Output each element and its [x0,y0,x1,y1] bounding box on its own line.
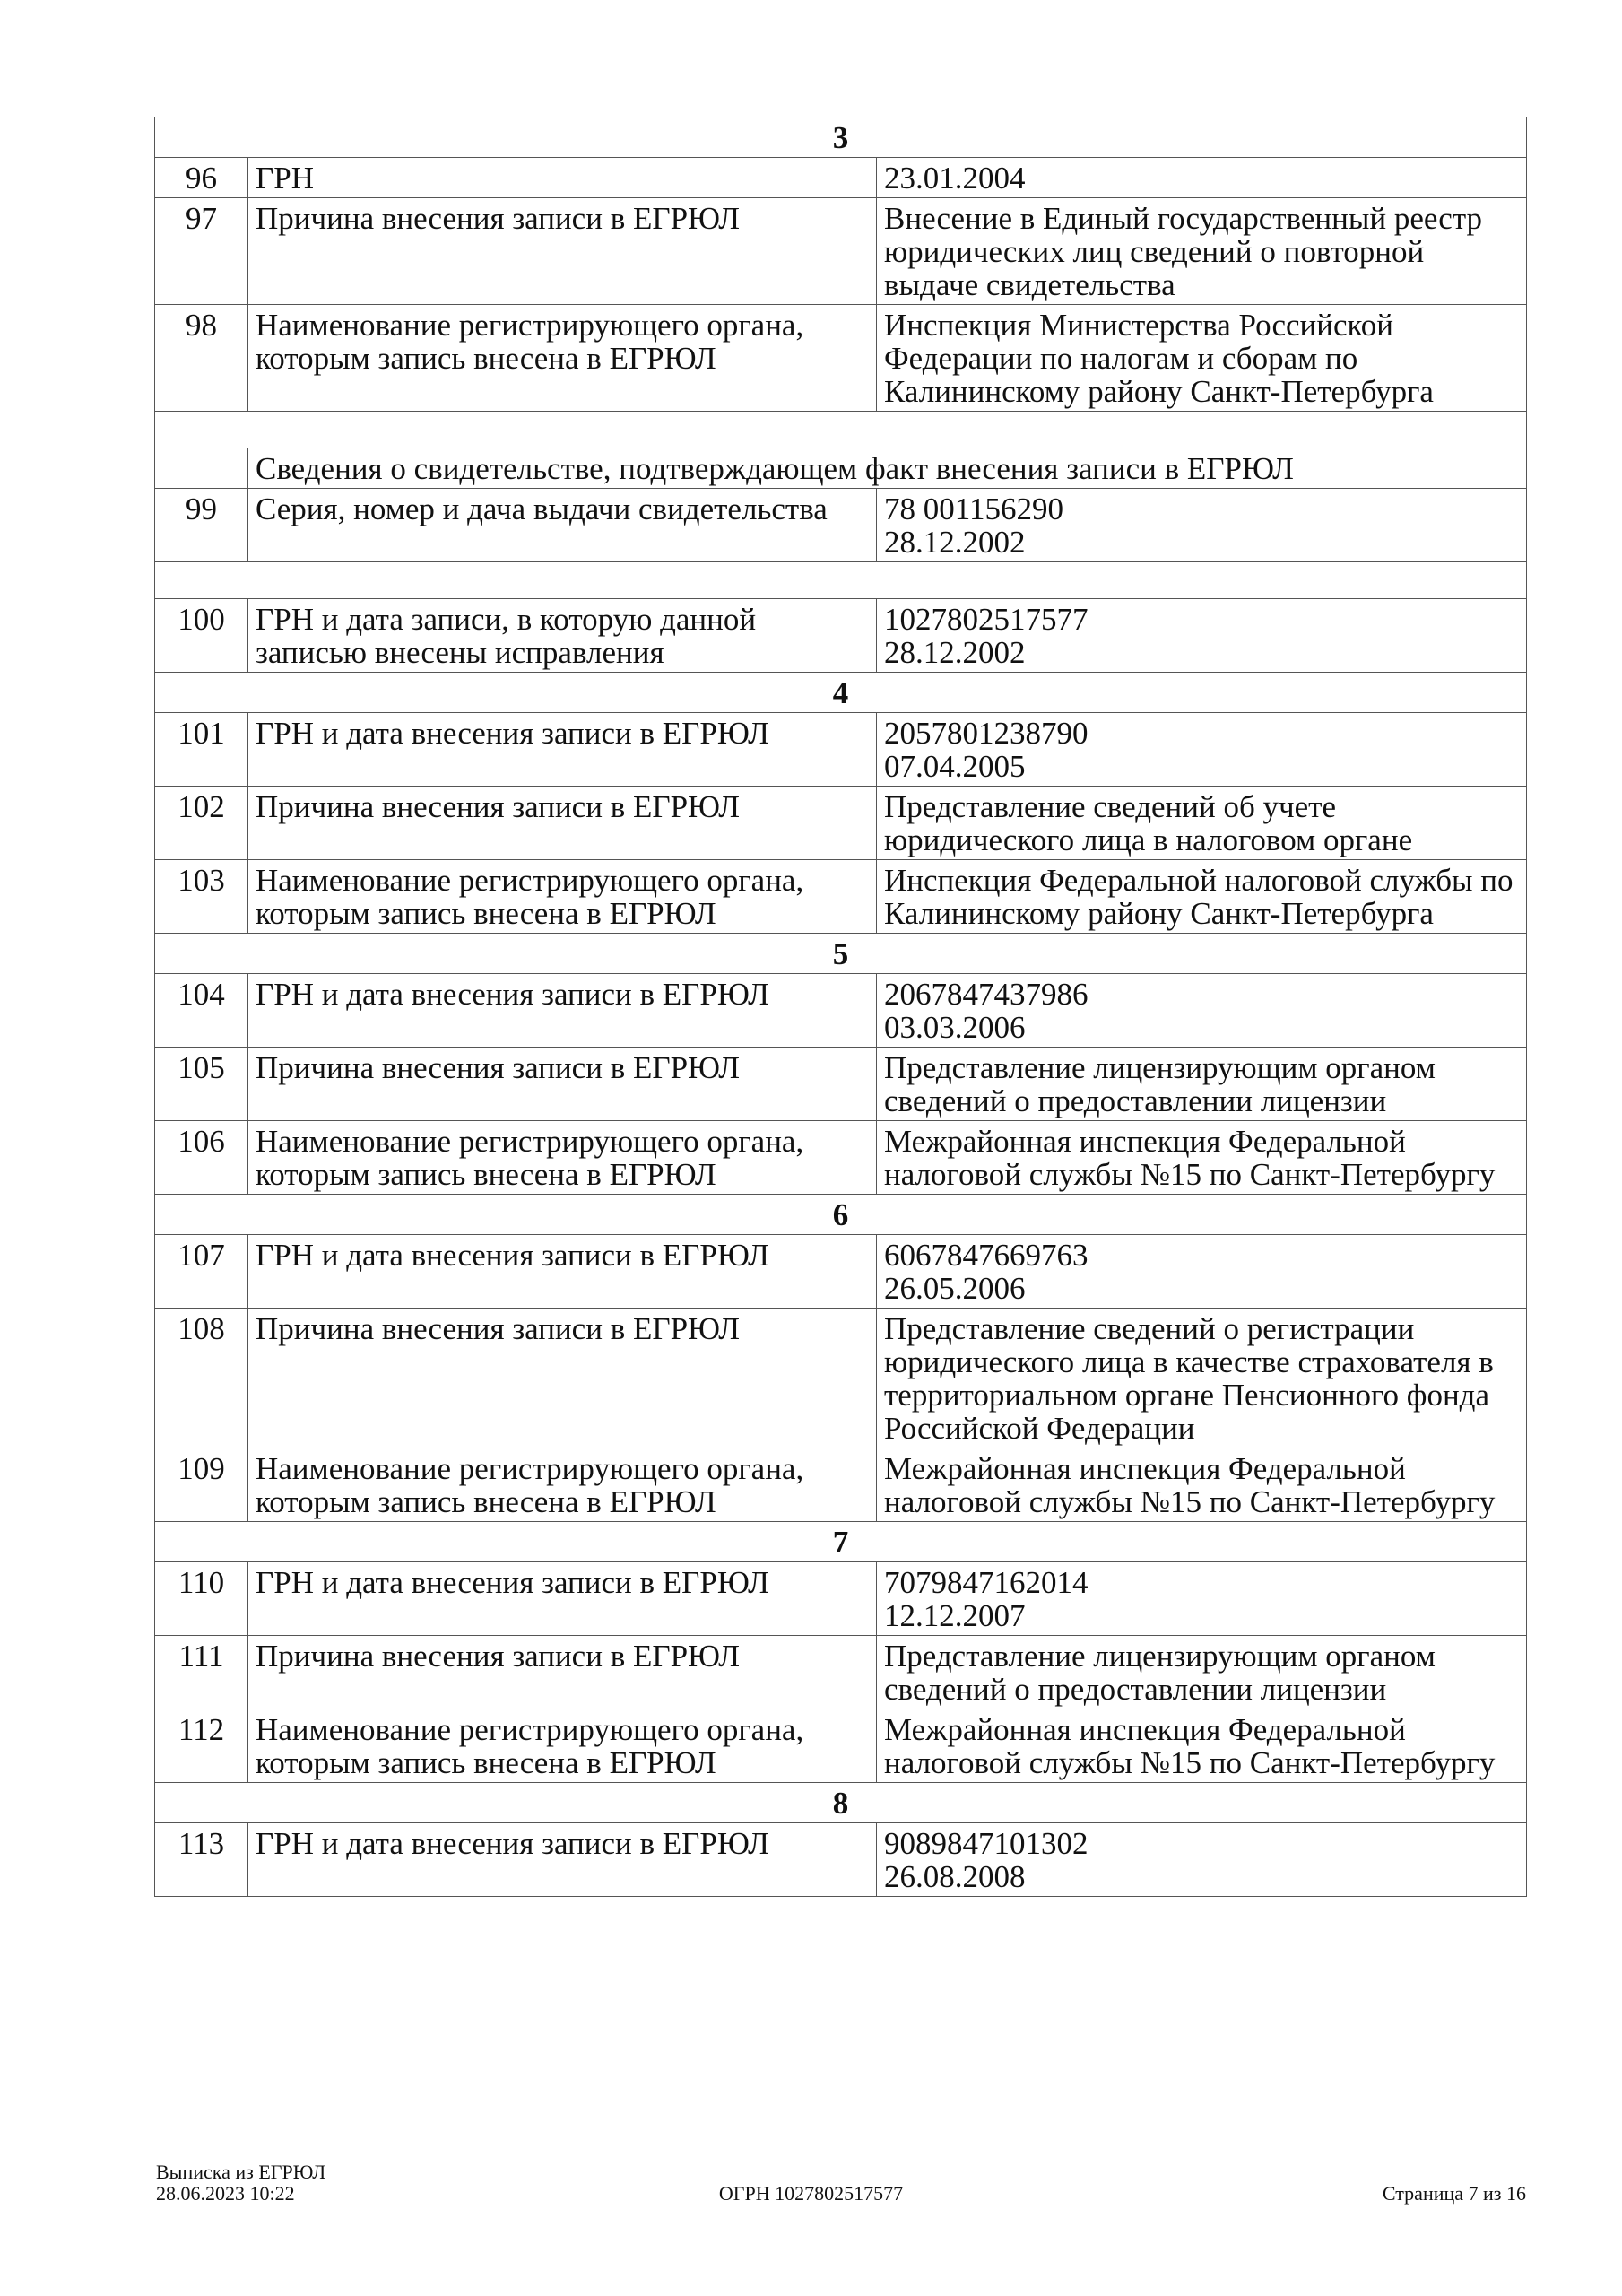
footer-ogrn: ОГРН 1027802517577 [718,2182,904,2205]
field-value: 7079847162014 12.12.2007 [877,1562,1527,1636]
field-value: 1027802517577 28.12.2002 [877,599,1527,673]
table-body [155,117,1527,1897]
field-name: ГРН и дата внесения записи в ЕГРЮЛ [248,713,877,787]
section-number: 5 [155,934,1527,974]
field-name: ГРН [248,158,877,198]
empty-number-cell [155,448,248,489]
section-header-row [155,673,1527,713]
row-number: 103 [155,860,248,934]
row-number: 109 [155,1448,248,1522]
row-number: 111 [155,1636,248,1709]
row-number: 100 [155,599,248,673]
field-value: Представление лицензирующим органом сведений о предоставлении лицензии [877,1636,1527,1709]
field-value: Межрайонная инспекция Федеральной налоговой службы №15 по Санкт-Петербургу [877,1121,1527,1195]
table-row [155,599,1527,673]
table-row [155,1121,1527,1195]
field-name: ГРН и дата внесения записи в ЕГРЮЛ [248,974,877,1048]
field-name: Причина внесения записи в ЕГРЮЛ [248,787,877,860]
field-name: Серия, номер и дача выдачи свидетельства [248,489,877,562]
field-name: Наименование регистрирующего органа, которым запись внесена в ЕГРЮЛ [248,1121,877,1195]
table-row [155,1309,1527,1448]
table-row [155,198,1527,305]
row-number: 99 [155,489,248,562]
row-number: 96 [155,158,248,198]
table-row [155,1823,1527,1897]
row-number: 102 [155,787,248,860]
table-row [155,787,1527,860]
section-header-row [155,1195,1527,1235]
table-row [155,860,1527,934]
section-header-row [155,117,1527,158]
table-row [155,1448,1527,1522]
field-value: 23.01.2004 [877,158,1527,198]
row-number: 108 [155,1309,248,1448]
table-row [155,305,1527,412]
field-value: 2067847437986 03.03.2006 [877,974,1527,1048]
field-name: Наименование регистрирующего органа, которым запись внесена в ЕГРЮЛ [248,305,877,412]
table-row [155,489,1527,562]
section-number: 8 [155,1783,1527,1823]
row-number: 101 [155,713,248,787]
blank-row [155,562,1527,599]
table-row [155,1562,1527,1636]
row-number: 113 [155,1823,248,1897]
field-value: 2057801238790 07.04.2005 [877,713,1527,787]
table-row [155,1636,1527,1709]
field-name: ГРН и дата записи, в которую данной записью внесены исправления [248,599,877,673]
blank-cell [155,412,1527,448]
row-number: 110 [155,1562,248,1636]
field-value: Представление сведений об учете юридического лица в налоговом органе [877,787,1527,860]
field-value: Внесение в Единый государственный реестр юридических лиц сведений о повторной выдаче свидетельства [877,198,1527,305]
section-number: 7 [155,1522,1527,1562]
table-row [155,1709,1527,1783]
table-row [155,974,1527,1048]
field-name: Наименование регистрирующего органа, которым запись внесена в ЕГРЮЛ [248,1448,877,1522]
field-name: Причина внесения записи в ЕГРЮЛ [248,1636,877,1709]
section-number: 3 [155,117,1527,158]
footer-doc-title: Выписка из ЕГРЮЛ [156,2161,326,2183]
section-header-row [155,1522,1527,1562]
subheader-row [155,448,1527,489]
row-number: 112 [155,1709,248,1783]
field-value: Представление сведений о регистрации юридического лица в качестве страхователя в территориальном органе Пенсионного фонда Российской Федерации [877,1309,1527,1448]
row-number: 104 [155,974,248,1048]
table-row [155,158,1527,198]
field-name: Причина внесения записи в ЕГРЮЛ [248,1048,877,1121]
field-value: 9089847101302 26.08.2008 [877,1823,1527,1897]
field-name: ГРН и дата внесения записи в ЕГРЮЛ [248,1235,877,1309]
field-value: 78 001156290 28.12.2002 [877,489,1527,562]
table-row [155,1235,1527,1309]
table-row [155,713,1527,787]
footer-timestamp: 28.06.2023 10:22 [156,2182,295,2205]
field-value: Инспекция Федеральной налоговой службы по Калининскому району Санкт-Петербурга [877,860,1527,934]
blank-cell [155,562,1527,599]
field-value: Межрайонная инспекция Федеральной налоговой службы №15 по Санкт-Петербургу [877,1448,1527,1522]
row-number: 97 [155,198,248,305]
row-number: 105 [155,1048,248,1121]
section-header-row [155,934,1527,974]
blank-row [155,412,1527,448]
row-number: 107 [155,1235,248,1309]
field-name: ГРН и дата внесения записи в ЕГРЮЛ [248,1562,877,1636]
section-number: 6 [155,1195,1527,1235]
field-name: Причина внесения записи в ЕГРЮЛ [248,1309,877,1448]
field-name: Наименование регистрирующего органа, которым запись внесена в ЕГРЮЛ [248,860,877,934]
field-value: Межрайонная инспекция Федеральной налоговой службы №15 по Санкт-Петербургу [877,1709,1527,1783]
table-row [155,1048,1527,1121]
field-value: 6067847669763 26.05.2006 [877,1235,1527,1309]
row-number: 106 [155,1121,248,1195]
field-value: Представление лицензирующим органом сведений о предоставлении лицензии [877,1048,1527,1121]
field-name: Наименование регистрирующего органа, которым запись внесена в ЕГРЮЛ [248,1709,877,1783]
field-name: ГРН и дата внесения записи в ЕГРЮЛ [248,1823,877,1897]
section-number: 4 [155,673,1527,713]
footer-page-number: Страница 7 из 16 [1382,2182,1526,2205]
egrul-records-table [154,117,1527,1897]
subheader-text: Сведения о свидетельстве, подтверждающем факт внесения записи в ЕГРЮЛ [248,448,1527,489]
row-number: 98 [155,305,248,412]
field-name: Причина внесения записи в ЕГРЮЛ [248,198,877,305]
field-value: Инспекция Министерства Российской Федерации по налогам и сборам по Калининскому району Санкт-Петербурга [877,305,1527,412]
section-header-row [155,1783,1527,1823]
